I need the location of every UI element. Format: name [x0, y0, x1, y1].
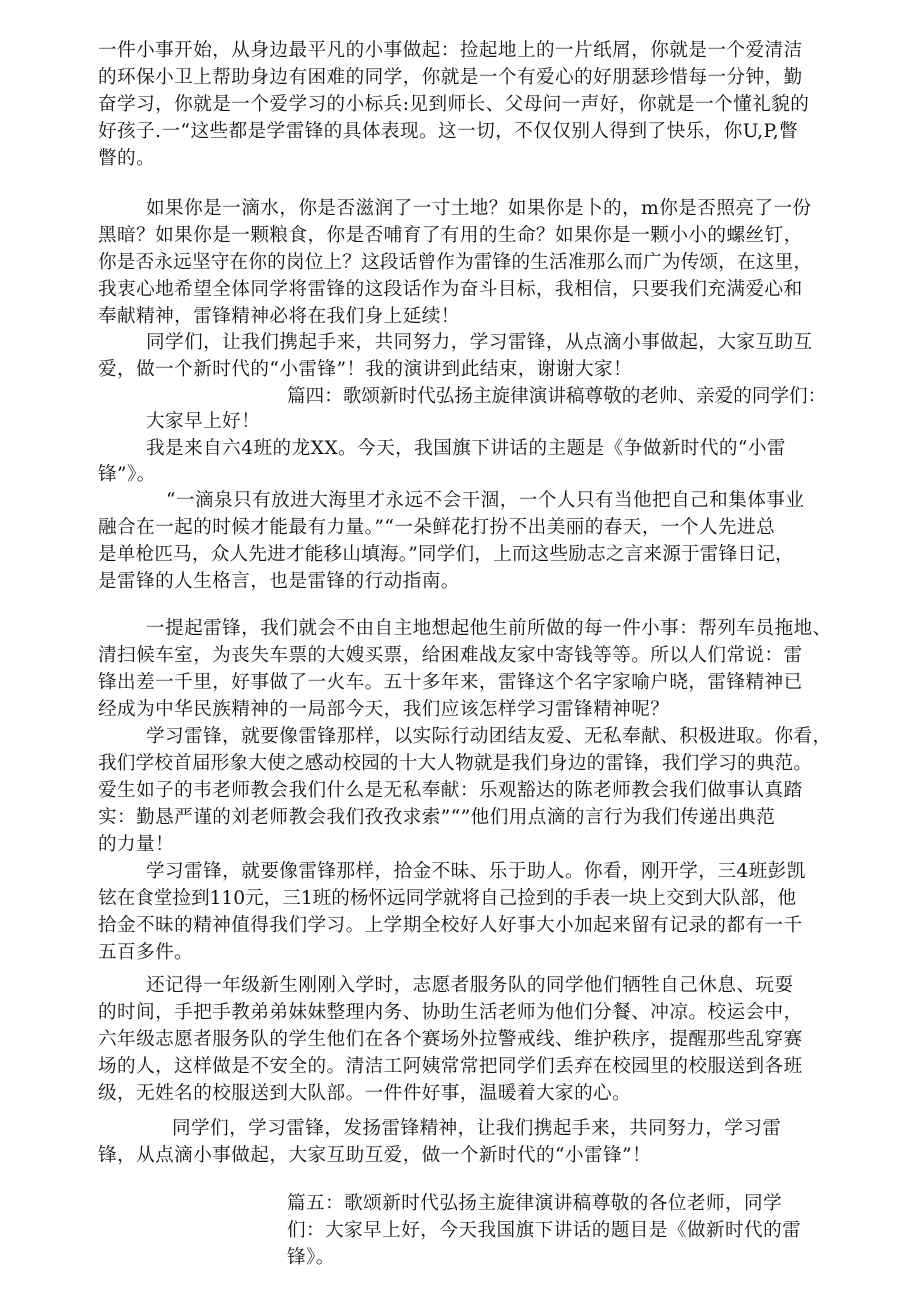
text-line: 黑暗？如果你是一颗粮食，你是否哺育了有用的生命？如果你是一颗小小的螺丝钉，: [98, 225, 803, 246]
text-line: 学习雷锋，就要像雷锋那样，拾金不昧、乐于助人。你看，刚开学，三4班彭凯: [146, 861, 806, 882]
text-line: 大家早上好！: [146, 411, 261, 432]
text-line: 们：大家早上好，今天我国旗下讲话的题目是《做新时代的雷: [287, 1220, 802, 1241]
text-line: 六年级志愿者服务队的学生他们在各个赛场外拉警戒线、维护秩序，提醒那些乱穿赛: [98, 1029, 803, 1050]
text-line: 奉献精神，雷锋精神必将在我们身上延续！: [98, 306, 460, 327]
text-line: 锋”》。: [98, 464, 156, 485]
text-line: 好孩子.一“这些都是学雷锋的具体表现。这一切，不仅仅别人得到了快乐，你U,P,瞥: [98, 121, 799, 142]
text-line: 瞥的。: [98, 148, 156, 169]
text-line: 同学们，学习雷锋，发扬雷锋精神，让我们携起手来，共同努力，学习雷: [172, 1118, 782, 1139]
text-line: 我衷心地希望全体同学将雷锋的这段话作为奋斗目标，我相信，只要我们充满爱心和: [98, 279, 803, 300]
text-line: 爱生如子的韦老师教会我们什么是无私奉献：乐观豁达的陈老师教会我们做事认真踏: [98, 780, 803, 801]
text-line: 学习雷锋，就要像雷锋那样，以实际行动团结友爱、无私奉献、积极进取。你看，: [146, 726, 832, 747]
text-line: 拾金不昧的精神值得我们学习。上学期全校好人好事大小加起来留有记录的都有一千: [98, 915, 803, 936]
text-line: 锋》。: [287, 1247, 335, 1268]
text-line: 爱，做一个新时代的“小雷锋”！我的演讲到此结束，谢谢大家！: [98, 359, 633, 380]
text-line: 五百多件。: [98, 942, 194, 963]
text-line: 锋出差一千里，好事做了一火车。五十多年来，雷锋这个名字家喻户晓，雷锋精神已: [98, 672, 803, 693]
text-line: 的环保小卫上帮助身边有困难的同学，你就是一个有爱心的好朋瑟珍惜每一分钟，勤: [98, 67, 803, 88]
text-line: 经成为中华民族精神的一局部今天，我们应该怎样学习雷锋精神呢？: [98, 699, 670, 720]
text-line: 融合在一起的时候才能最有力量。”“一朵鲜花打扮不出美丽的春天，一个人先进总: [98, 517, 776, 538]
section-heading: 篇四：歌颂新时代弘扬主旋律演讲稿尊敬的老帅、亲爱的同学们：: [287, 386, 827, 407]
text-line: 如果你是一滴水，你是否滋润了一寸土地？如果你是卜的，m你是否照亮了一份: [146, 198, 812, 219]
text-line: 铉在食堂捡到110元，三1班的杨怀远同学就将自己捡到的手表一块上交到大队部，他: [98, 888, 797, 909]
section-heading: 篇五：歌颂新时代弘扬主旋律演讲稿尊敬的各位老师，同学: [287, 1193, 783, 1214]
text-line: 奋学习，你就是一个爱学习的小标兵:见到师长、父母问一声好，你就是一个懂礼貌的: [98, 94, 810, 115]
text-line: 你是否永远坚守在你的岗位上？这段话曾作为雷锋的生活准那么而广为传颂，在这里，: [98, 252, 813, 273]
text-line: 清扫候车室，为丧失车票的大嫂买票，给困难战友家中寄钱等等。所以人们常说：雷: [98, 645, 803, 666]
text-line: 一提起雷锋，我们就会不由自主地想起他生前所做的每一件小事：帮列车员拖地、: [146, 618, 832, 639]
text-line: 锋，从点滴小事做起，大家互助互爱，做一个新时代的“小雷锋”！: [98, 1145, 652, 1166]
text-line: 级，无姓名的校服送到大队部。一件件好事，温暖着大家的心。: [98, 1083, 632, 1104]
text-line: 我是来自六4班的龙XX。今天，我国旗下讲话的主题是《争做新时代的“小雷: [146, 438, 786, 459]
text-line: 场的人，这样做是不安全的。清洁工阿姨常常把同学们丢弃在校园里的校服送到各班: [98, 1056, 803, 1077]
text-line: 是单枪匹马，众人先进才能移山填海。”同学们，上而这些励志之言来源于雷锋日记，: [98, 544, 794, 565]
text-line: 还记得一年级新生刚刚入学时，志愿者服务队的同学他们牺牲自己休息、玩耍: [146, 975, 794, 996]
text-line: “一滴泉只有放进大海里才永远不会干涸，一个人只有当他把自己和集体事业: [166, 490, 805, 511]
text-line: 我们学校首届形象大使之感动校园的十大人物就是我们身边的雷锋，我们学习的典范。: [98, 753, 813, 774]
text-line: 一件小事开始，从身边最平凡的小事做起：捡起地上的一片纸屑，你就是一个爱清洁: [98, 40, 803, 61]
text-line: 的力量！: [98, 834, 175, 855]
text-line: 同学们，让我们携起手来，共同努力，学习雷锋，从点滴小事做起，大家互助互: [146, 332, 813, 353]
text-line: 的时间，手把手教弟弟妹妹整理内务、协助生活老师为他们分餐、冲凉。校运会中，: [98, 1002, 803, 1023]
text-line: 实：勤恳严谨的刘老师教会我们孜孜求索”“”他们用点滴的言行为我们传递出典范: [98, 807, 776, 828]
text-line: 是雷锋的人生格言，也是雷锋的行动指南。: [98, 571, 460, 592]
